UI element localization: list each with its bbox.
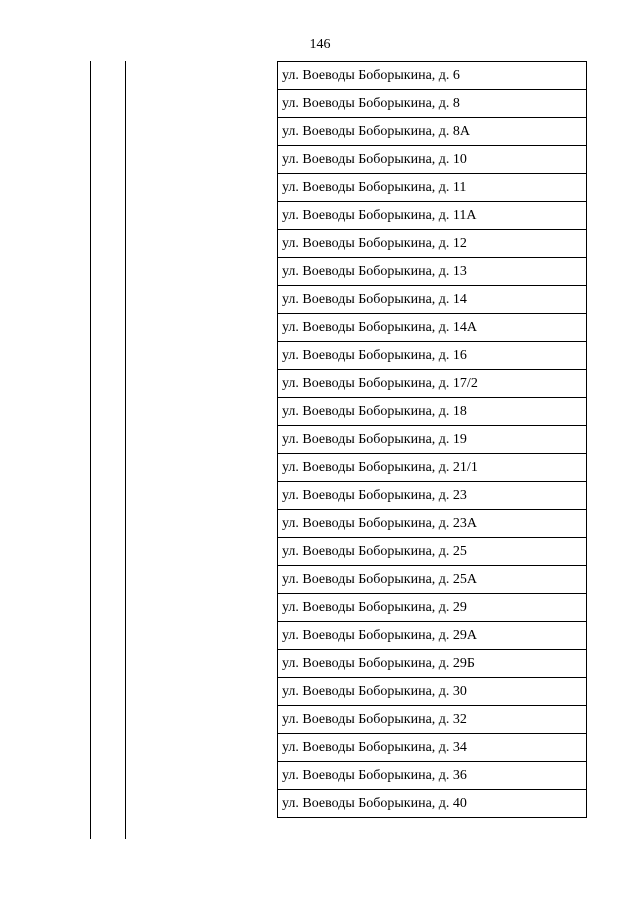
table-row [278, 342, 587, 370]
address-cell: ул. Воеводы Боборыкина, д. 29Б [278, 650, 587, 678]
table-row [278, 230, 587, 258]
address-cell: ул. Воеводы Боборыкина, д. 25 [278, 538, 587, 566]
address-cell: ул. Воеводы Боборыкина, д. 29А [278, 622, 587, 650]
address-cell: ул. Воеводы Боборыкина, д. 11 [278, 174, 587, 202]
table-row [278, 510, 587, 538]
address-cell: ул. Воеводы Боборыкина, д. 30 [278, 678, 587, 706]
table-row [278, 146, 587, 174]
address-cell: ул. Воеводы Боборыкина, д. 8А [278, 118, 587, 146]
address-cell: ул. Воеводы Боборыкина, д. 6 [278, 62, 587, 90]
table-row [278, 622, 587, 650]
table-row [278, 790, 587, 818]
page-number: 146 [309, 37, 331, 52]
table-row [278, 314, 587, 342]
table-row [278, 482, 587, 510]
table-row [278, 90, 587, 118]
address-cell: ул. Воеводы Боборыкина, д. 14 [278, 286, 587, 314]
address-table-body [278, 62, 587, 818]
address-cell: ул. Воеводы Боборыкина, д. 10 [278, 146, 587, 174]
table-row [278, 706, 587, 734]
table-row [278, 202, 587, 230]
address-cell: ул. Воеводы Боборыкина, д. 16 [278, 342, 587, 370]
table-border-column [125, 61, 126, 839]
address-cell: ул. Воеводы Боборыкина, д. 32 [278, 706, 587, 734]
table-row [278, 286, 587, 314]
address-cell: ул. Воеводы Боборыкина, д. 21/1 [278, 454, 587, 482]
table-row [278, 174, 587, 202]
table-row [278, 762, 587, 790]
table-row [278, 678, 587, 706]
table-row [278, 398, 587, 426]
address-cell: ул. Воеводы Боборыкина, д. 40 [278, 790, 587, 818]
table-row [278, 566, 587, 594]
table-row [278, 538, 587, 566]
table-row [278, 258, 587, 286]
table-row [278, 426, 587, 454]
address-cell: ул. Воеводы Боборыкина, д. 36 [278, 762, 587, 790]
table-row [278, 734, 587, 762]
address-cell: ул. Воеводы Боборыкина, д. 23 [278, 482, 587, 510]
table-row [278, 594, 587, 622]
table-row [278, 118, 587, 146]
address-cell: ул. Воеводы Боборыкина, д. 18 [278, 398, 587, 426]
table-row [278, 370, 587, 398]
address-cell: ул. Воеводы Боборыкина, д. 8 [278, 90, 587, 118]
address-table [277, 61, 587, 818]
address-cell: ул. Воеводы Боборыкина, д. 12 [278, 230, 587, 258]
address-cell: ул. Воеводы Боборыкина, д. 17/2 [278, 370, 587, 398]
table-row [278, 650, 587, 678]
address-cell: ул. Воеводы Боборыкина, д. 29 [278, 594, 587, 622]
address-cell: ул. Воеводы Боборыкина, д. 13 [278, 258, 587, 286]
table-row [278, 454, 587, 482]
address-cell: ул. Воеводы Боборыкина, д. 25А [278, 566, 587, 594]
address-cell: ул. Воеводы Боборыкина, д. 23А [278, 510, 587, 538]
address-cell: ул. Воеводы Боборыкина, д. 34 [278, 734, 587, 762]
address-cell: ул. Воеводы Боборыкина, д. 11А [278, 202, 587, 230]
table-border-left [90, 61, 91, 839]
address-cell: ул. Воеводы Боборыкина, д. 19 [278, 426, 587, 454]
table-row [278, 62, 587, 90]
address-cell: ул. Воеводы Боборыкина, д. 14А [278, 314, 587, 342]
